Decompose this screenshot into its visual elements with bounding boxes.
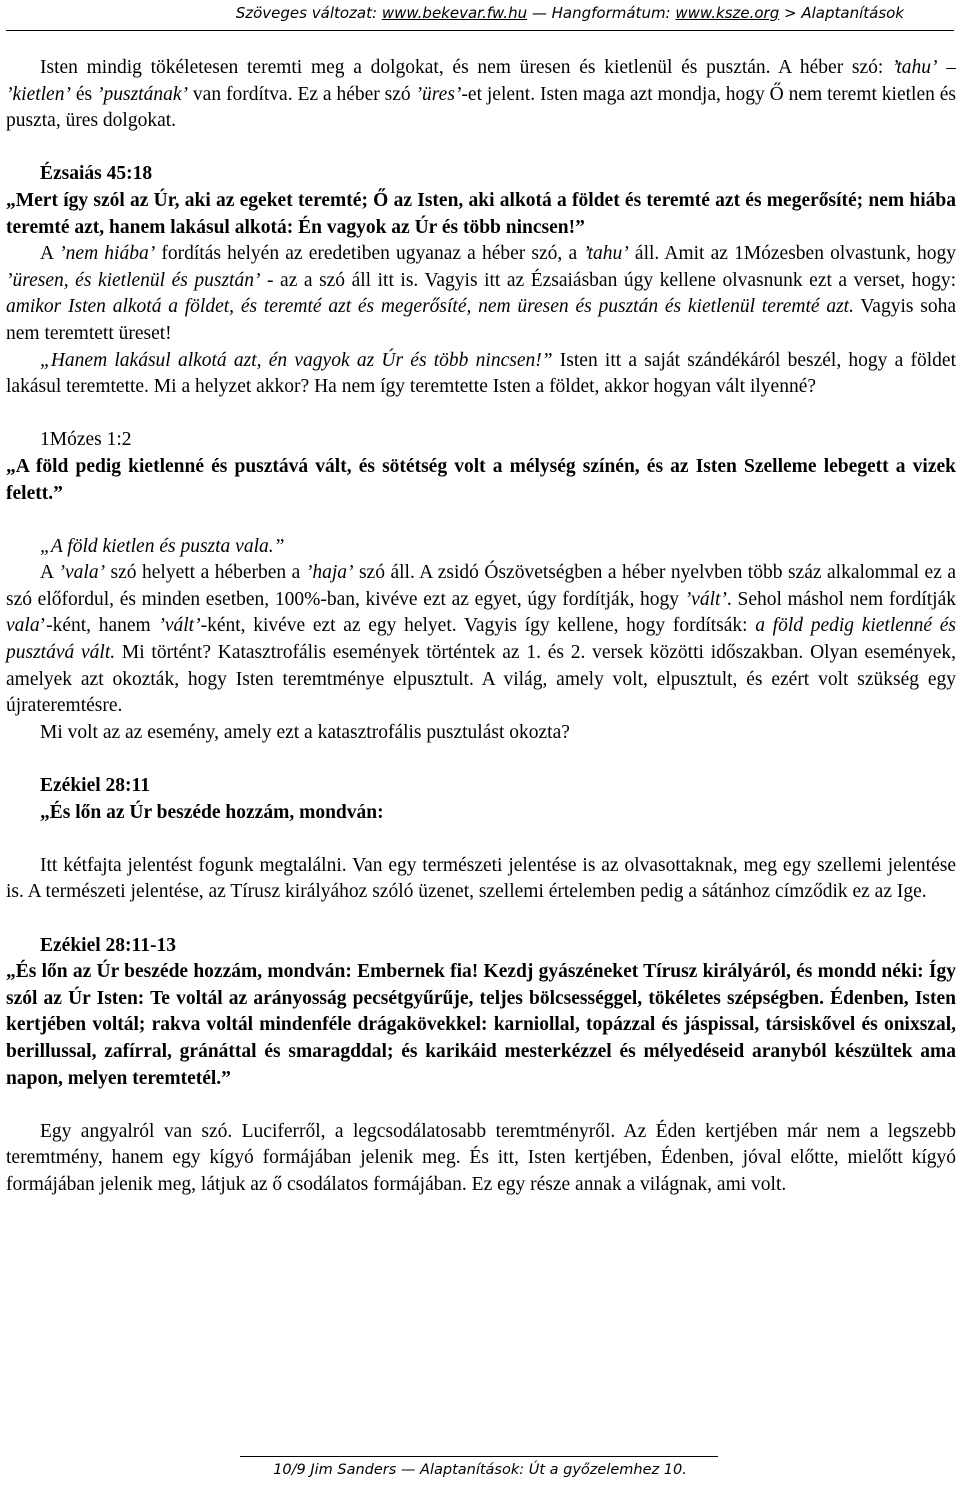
text: ’vált’ bbox=[684, 588, 727, 610]
paragraph-7: Egy angyalról van szó. Luciferről, a legcsodálatosabb teremtményről. Az Éden kertjében már nem a legszebb teremtmény, hanem egy kígyó formájában jelenik meg. És itt, Isten kertjében, Édenben, jóval előtte, mielőtt kígyó formájában jelenik meg, látjuk az ő csodálatos formájában. Ez egy része annak a világnak, ami volt. bbox=[6, 1120, 956, 1195]
text: vala bbox=[6, 615, 40, 637]
text: van fordítva. Ez a héber szó bbox=[188, 83, 416, 105]
scripture-reference: Ezékiel 28:11-13 bbox=[40, 934, 176, 956]
text: ’üres’ bbox=[415, 83, 462, 105]
text: szó helyett a héberben a bbox=[105, 562, 306, 584]
text: Isten itt a saját szándékáról beszél, hogy a földet lakásul teremtette. Mi a helyzet akkor? Ha nem így teremtette Isten a földet, akkor hogyan vált ilyenné? bbox=[6, 349, 957, 398]
header-text-suffix: > Alaptanítások bbox=[779, 4, 904, 22]
text: szó áll. A zsidó Ószövetségben a héber nyelvben több száz alkalommal ez a szó előfordul, és minden esetben, 100%-ban, kivéve ezt az egyet, úgy fordítják, hogy bbox=[6, 562, 956, 610]
scripture-reference: Ézsaiás 45:18 bbox=[40, 163, 153, 185]
scripture-quote: „A föld pedig kietlenné és pusztává vált, és sötétség volt a mélység színén, és az Isten Szelleme lebegett a vizek felett.” bbox=[6, 455, 956, 504]
page-footer: 10/9 Jim Sanders — Alaptanítások: Út a győzelemhez 10. bbox=[273, 1462, 687, 1478]
footer-divider bbox=[240, 1456, 718, 1457]
scripture-quote: „És lőn az Úr beszéde hozzám, mondván: Embernek fia! Kezdj gyászéneket Tírusz királyáról, és mondd néki: Így szól az Úr Isten: Te voltál az arányosság pecsétgyűrűje, teljes bölcsességgel, tökéletes szépségben. Édenben, Isten kertjében voltál; rakva voltál mindenféle drágakövekkel: karniollal, topázzal és jáspissal, társiskővel és onixszal, berillussal, zafírral, gránáttal és smaragddal; és karikáid mesterkézzel és mélyedéseid aranyból készültek ama napon, melyen teremtetél.” bbox=[6, 961, 956, 1089]
text: Vagyis soha nem teremtett üreset! bbox=[6, 296, 956, 344]
text: A bbox=[40, 562, 59, 584]
text: Isten mindig tökéletesen teremti meg a dolgokat, és nem üresen és kietlenül és pusztán. A héber szó: bbox=[40, 57, 893, 78]
spacer bbox=[6, 135, 956, 162]
paragraph-4 bbox=[6, 560, 956, 720]
scripture-quote: „Mert így szól az Úr, aki az egeket teremté; Ő az Isten, aki alkotá a földet és teremté azt és megerősíté; nem hiába teremté azt, hanem lakásul alkotá: Én vagyok az Úr és több nincsen!” bbox=[6, 189, 956, 238]
document-body bbox=[6, 55, 956, 1199]
paragraph-5: Mi volt az az esemény, amely ezt a katasztrofális pusztulást okozta? bbox=[40, 721, 570, 743]
spacer bbox=[6, 401, 956, 428]
spacer bbox=[6, 826, 956, 853]
paragraph-2 bbox=[6, 241, 956, 347]
text: ’-ként, hanem bbox=[39, 615, 159, 637]
text: ’vala’ bbox=[58, 562, 106, 584]
text: A bbox=[40, 243, 60, 265]
text: -ként, kivéve ezt az egy helyet. Vagyis így kellene, hogy fordítsák: bbox=[200, 615, 756, 637]
scripture-quote: „És lőn az Úr beszéde hozzám, mondván: bbox=[40, 801, 384, 823]
text: „Hanem lakásul alkotá azt, én vagyok az Úr és több nincsen!” bbox=[40, 349, 553, 371]
paragraph-6: Itt kétfajta jelentést fogunk megtalálni. Van egy természeti jelentése is az olvasottaknak, meg egy szellemi jelentése is. A természeti jelentése, az Tírusz királyához szóló üzenet, szellemi értelemben pedig a sátánhoz címződik ez az Ige. bbox=[6, 854, 956, 903]
scripture-reference: 1Mózes 1:2 bbox=[40, 429, 132, 451]
link-bekevar[interactable]: www.bekevar.fw.hu bbox=[381, 4, 528, 22]
text: Mi történt? Katasztrofális események történtek az 1. és 2. versek közötti időszakban. Olyan események, amelyek azt okozták, hogy Isten teremtménye elpusztult. A világ, amely volt, elpusztult, és ezért volt szükség egy újrateremtésre. bbox=[6, 642, 956, 717]
text: ’haja’ bbox=[305, 562, 354, 584]
text: ’üresen, és kietlenül és pusztán’ bbox=[6, 269, 261, 291]
spacer bbox=[6, 746, 956, 773]
text: ’tahu’ bbox=[892, 57, 938, 78]
spacer bbox=[6, 507, 956, 534]
text: ’pusztának’ bbox=[97, 83, 189, 105]
text: és bbox=[70, 83, 98, 105]
text: - az a szó áll itt is. Vagyis itt az Ézsaiásban úgy kellene olvasnunk ezt a verset, hogy: bbox=[260, 269, 956, 291]
paragraph-3 bbox=[6, 348, 956, 401]
spacer bbox=[6, 1092, 956, 1119]
scripture-reference: Ezékiel 28:11 bbox=[40, 775, 150, 797]
scripture-quote-italic: „A föld kietlen és puszta vala.” bbox=[40, 535, 285, 557]
spacer bbox=[6, 906, 956, 933]
text: ’tahu’ bbox=[583, 243, 629, 265]
header-text-prefix: Szöveges változat: bbox=[235, 4, 382, 22]
text: ’nem hiába’ bbox=[59, 243, 156, 265]
paragraph-1 bbox=[6, 55, 956, 135]
header-divider bbox=[6, 30, 954, 31]
text: ’vált’ bbox=[158, 615, 201, 637]
text: áll. Amit az 1Mózesben olvastunk, hogy bbox=[628, 243, 956, 265]
text: amikor Isten alkotá a földet, és teremté azt és megerősíté, nem üresen és pusztán és kietlenül teremté azt. bbox=[6, 296, 854, 318]
page-header bbox=[0, 0, 960, 30]
text: – bbox=[937, 57, 957, 78]
text: . Sehol máshol nem fordítják bbox=[726, 588, 956, 610]
text: fordítás helyén az eredetiben ugyanaz a héber szó, a bbox=[155, 243, 584, 265]
text: ’kietlen’ bbox=[6, 83, 71, 105]
text: a föld pedig kietlenné és pusztává vált. bbox=[6, 615, 956, 664]
link-ksze[interactable]: www.ksze.org bbox=[675, 4, 780, 22]
header-text-sep: — Hangformátum: bbox=[527, 4, 676, 22]
text: -et jelent. Isten maga azt mondja, hogy Ő nem teremt kietlen és puszta, üres dolgokat. bbox=[6, 83, 957, 132]
